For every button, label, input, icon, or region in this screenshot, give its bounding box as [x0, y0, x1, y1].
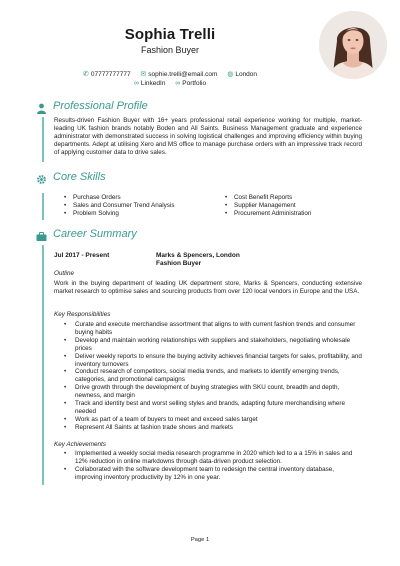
achievements-label: Key Achievements — [54, 441, 106, 448]
list-item: • Drive growth through the development of buying strategies with SKU count, breadth and depth, newness, and margin — [62, 384, 362, 400]
linkedin-text: LinkedIn — [140, 80, 166, 87]
profile-section-title: Professional Profile — [53, 100, 148, 112]
list-item: • Implemented a weekly social media research programme in 2020 which led to a a 15% in sales and 12% reduction in online markdowns through data-driven product selection. — [62, 450, 362, 466]
list-item: • Deliver weekly reports to ensure the buying activity achieves financial targets for sales, profitability, and inventory turnovers — [62, 353, 362, 369]
skills-section-title: Core Skills — [53, 171, 106, 183]
responsibilities-label: Key Responsibilities — [54, 311, 111, 318]
portfolio-text: Portfolio — [182, 80, 207, 87]
responsibilities-list — [62, 321, 362, 432]
profile-section-heading — [36, 99, 148, 113]
profile-accent-bar — [42, 117, 44, 162]
phone-text: 07777777777 — [90, 71, 131, 78]
job-employer — [156, 252, 240, 268]
achievements-list — [62, 450, 362, 482]
career-accent-bar — [42, 245, 44, 485]
outline-label: Outline — [54, 270, 74, 277]
contact-row-links — [0, 80, 340, 87]
list-item: • Track and identity best and worst selling styles and brands, adapting future merchandising where needed — [62, 400, 362, 416]
candidate-role: Fashion Buyer — [140, 45, 200, 55]
gear-icon — [36, 172, 47, 183]
skill-item: • Supplier Management — [225, 202, 311, 210]
skill-item: • Sales and Consumer Trend Analysis — [64, 202, 175, 210]
job-outline: Work in the buying department of leading UK department store, Marks & Spencers, conducting extensive market research to optimise sales and sourcing products from over 120 local vendors in Europe and the USA. — [54, 280, 362, 296]
list-item: • Work as part of a team of buyers to meet and exceed sales target — [62, 416, 362, 424]
email-contact[interactable] — [140, 70, 217, 78]
phone-icon: ✆ — [82, 71, 89, 78]
list-item: • Represent All Saints at fashion trade shows and markets — [62, 424, 362, 432]
list-item: • Collaborated with the software development team to redesign the central inventory database, improving inventory productivity by 12% in one year. — [62, 466, 362, 482]
skill-item: • Problem Solving — [64, 210, 175, 218]
link-icon: ∞ — [133, 80, 139, 87]
email-text: sophie.trelli@email.com — [148, 71, 218, 78]
career-section-title: Career Summary — [53, 228, 137, 240]
employer-name: Marks & Spencers, London — [156, 252, 240, 259]
skill-item: • Procurement Administration — [225, 210, 311, 218]
job-title: Fashion Buyer — [156, 260, 202, 268]
skills-section-heading — [36, 170, 106, 184]
page-number: Page 1 — [190, 537, 210, 543]
skills-right-column — [225, 194, 311, 219]
contact-row-primary — [0, 70, 340, 78]
list-item: • Curate and execute merchandise assortment that aligns to with current fashion trends and consumer buying habits — [62, 321, 362, 337]
list-item: • Conduct research of competitors, social media trends, and markets to identify emerging trends, categories, and promotional campaigns — [62, 368, 362, 384]
skill-item: • Cost Benefit Reports — [225, 194, 311, 202]
list-item: • Develop and maintain working relationships with suppliers and stakeholders, negotiating wholesale prices — [62, 337, 362, 353]
skill-item: • Purchase Orders — [64, 194, 175, 202]
job-date: Jul 2017 - Present — [54, 252, 110, 259]
globe-icon: ◍ — [227, 71, 234, 78]
profile-summary: Results-driven Fashion Buyer with 16+ years professional retail experience working for multiple, market-leading UK fashion brands notably Boden and All Saints. Business Management graduate and experience administrator with demonstrated success in solving logistical challenges and improving efficiency within buying departments. Adept at utilising Xero and MS office to manage purchase orders with an impressive track record of applying customer data to drive sales. — [54, 117, 362, 157]
location-contact — [227, 70, 257, 78]
skills-left-column — [64, 194, 175, 219]
candidate-name: Sophia Trelli — [124, 26, 216, 43]
mail-icon: ✉ — [140, 71, 147, 78]
link-icon: ∞ — [175, 80, 181, 87]
profile-photo-image — [319, 11, 387, 79]
profile-photo — [319, 11, 387, 79]
career-section-heading — [36, 227, 137, 241]
phone-contact[interactable] — [83, 70, 131, 78]
briefcase-icon — [36, 229, 47, 240]
location-text: London — [235, 71, 258, 78]
linkedin-link[interactable] — [134, 80, 166, 87]
person-icon — [36, 101, 47, 112]
skills-accent-bar — [42, 193, 44, 220]
portfolio-link[interactable] — [175, 80, 206, 87]
